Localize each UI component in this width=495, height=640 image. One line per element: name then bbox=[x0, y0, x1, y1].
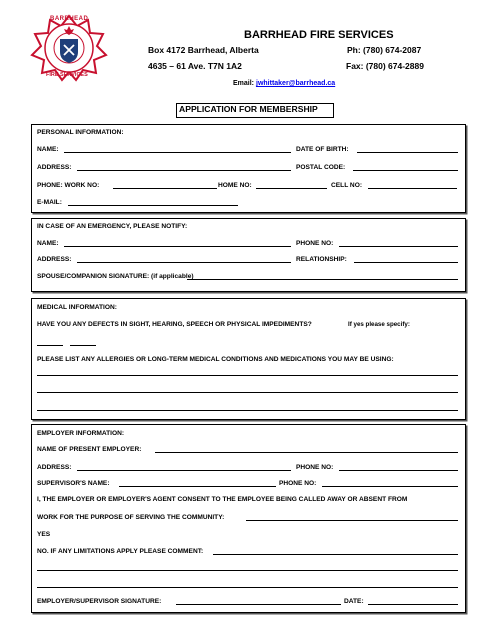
field-label: POSTAL CODE: bbox=[296, 164, 346, 171]
email-label: Email: bbox=[233, 80, 255, 87]
org-name: BARRHEAD FIRE SERVICES bbox=[244, 29, 394, 41]
comment-line-2[interactable] bbox=[37, 587, 458, 588]
emergency-name-field[interactable] bbox=[64, 246, 291, 247]
field-label: DATE: bbox=[344, 598, 364, 605]
field-label: ADDRESS: bbox=[37, 164, 72, 171]
defects-question: HAVE YOU ANY DEFECTS IN SIGHT, HEARING, SPEECH OR PHYSICAL IMPEDIMENTS? bbox=[37, 321, 312, 328]
field-label: ADDRESS: bbox=[37, 464, 72, 471]
section-heading: PERSONAL INFORMATION: bbox=[37, 129, 124, 136]
section-heading: EMPLOYER INFORMATION: bbox=[37, 430, 125, 437]
field-label: NAME: bbox=[37, 240, 59, 247]
address-line-1: Box 4172 Barrhead, Alberta bbox=[148, 45, 259, 55]
allergies-line-1[interactable] bbox=[37, 375, 458, 376]
section-heading: MEDICAL INFORMATION: bbox=[37, 304, 117, 311]
field-label: ADDRESS: bbox=[37, 256, 72, 263]
yes-option: YES bbox=[37, 531, 51, 538]
fax-number: Fax: (780) 674-2889 bbox=[346, 61, 424, 71]
field-label: E-MAIL: bbox=[37, 199, 62, 206]
field-label: WORK FOR THE PURPOSE OF SERVING THE COMMUNITY: bbox=[37, 514, 225, 521]
email-field[interactable] bbox=[68, 205, 238, 206]
field-label: PHONE NO: bbox=[296, 240, 334, 247]
companion-signature-field[interactable] bbox=[187, 279, 458, 280]
comment-line-1[interactable] bbox=[37, 570, 458, 571]
page-title: APPLICATION FOR MEMBERSHIP bbox=[179, 104, 318, 114]
work-phone-field[interactable] bbox=[113, 188, 217, 189]
allergies-line-3[interactable] bbox=[37, 410, 458, 411]
defects-yes-field[interactable] bbox=[37, 345, 63, 346]
phone-number: Ph: (780) 674-2087 bbox=[347, 45, 422, 55]
allergies-question: PLEASE LIST ANY ALLERGIES OR LONG-TERM MEDICAL CONDITIONS AND MEDICATIONS YOU MAY BE USING: bbox=[37, 356, 394, 363]
home-phone-field[interactable] bbox=[256, 188, 327, 189]
emergency-phone-field[interactable] bbox=[339, 246, 458, 247]
field-label: CELL NO: bbox=[331, 182, 363, 189]
specify-note: If yes please specify: bbox=[348, 321, 410, 328]
no-comment-label: NO. IF ANY LIMITATIONS APPLY PLEASE COMMENT: bbox=[37, 548, 204, 555]
supervisor-name-field[interactable] bbox=[119, 486, 276, 487]
supervisor-phone-field[interactable] bbox=[322, 486, 458, 487]
employer-signature-field[interactable] bbox=[176, 604, 341, 605]
consent-statement: I, THE EMPLOYER OR EMPLOYER'S AGENT CONSENT TO THE EMPLOYEE BEING CALLED AWAY OR ABSENT FROM bbox=[37, 496, 408, 503]
logo-top-text: BARRHEAD bbox=[50, 16, 89, 22]
date-field[interactable] bbox=[368, 604, 458, 605]
employer-phone-field[interactable] bbox=[339, 470, 458, 471]
postal-code-field[interactable] bbox=[353, 170, 458, 171]
field-label: PHONE: WORK NO: bbox=[37, 182, 100, 189]
field-label: PHONE NO: bbox=[279, 480, 317, 487]
relationship-field[interactable] bbox=[354, 262, 458, 263]
address-field[interactable] bbox=[77, 170, 291, 171]
logo-bottom-text: FIRE SERVICES bbox=[46, 72, 88, 78]
field-label: NAME OF PRESENT EMPLOYER: bbox=[37, 446, 142, 453]
cell-phone-field[interactable] bbox=[368, 188, 457, 189]
field-label: HOME NO: bbox=[218, 182, 252, 189]
limitations-field[interactable] bbox=[213, 554, 458, 555]
service-purpose-field[interactable] bbox=[246, 520, 458, 521]
allergies-line-2[interactable] bbox=[37, 392, 458, 393]
employer-name-field[interactable] bbox=[155, 452, 458, 453]
name-field[interactable] bbox=[64, 152, 291, 153]
field-label: PHONE NO: bbox=[296, 464, 334, 471]
defects-no-field[interactable] bbox=[70, 345, 96, 346]
fire-services-logo bbox=[30, 14, 108, 82]
field-label: SUPERVISOR'S NAME: bbox=[37, 480, 110, 487]
field-label: NAME: bbox=[37, 146, 59, 153]
field-label: EMPLOYER/SUPERVISOR SIGNATURE: bbox=[37, 598, 162, 605]
section-heading: IN CASE OF AN EMERGENCY, PLEASE NOTIFY: bbox=[37, 223, 188, 230]
field-label: DATE OF BIRTH: bbox=[296, 146, 349, 153]
field-label: SPOUSE/COMPANION SIGNATURE: (if applicable) bbox=[37, 273, 194, 280]
field-label: RELATIONSHIP: bbox=[296, 256, 347, 263]
emergency-address-field[interactable] bbox=[77, 262, 291, 263]
employer-address-field[interactable] bbox=[77, 470, 291, 471]
dob-field[interactable] bbox=[357, 152, 458, 153]
personal-info-section bbox=[31, 124, 466, 213]
email-link[interactable]: jwhittaker@barrhead.ca bbox=[256, 80, 336, 87]
address-line-2: 4635 – 61 Ave. T7N 1A2 bbox=[148, 61, 242, 71]
